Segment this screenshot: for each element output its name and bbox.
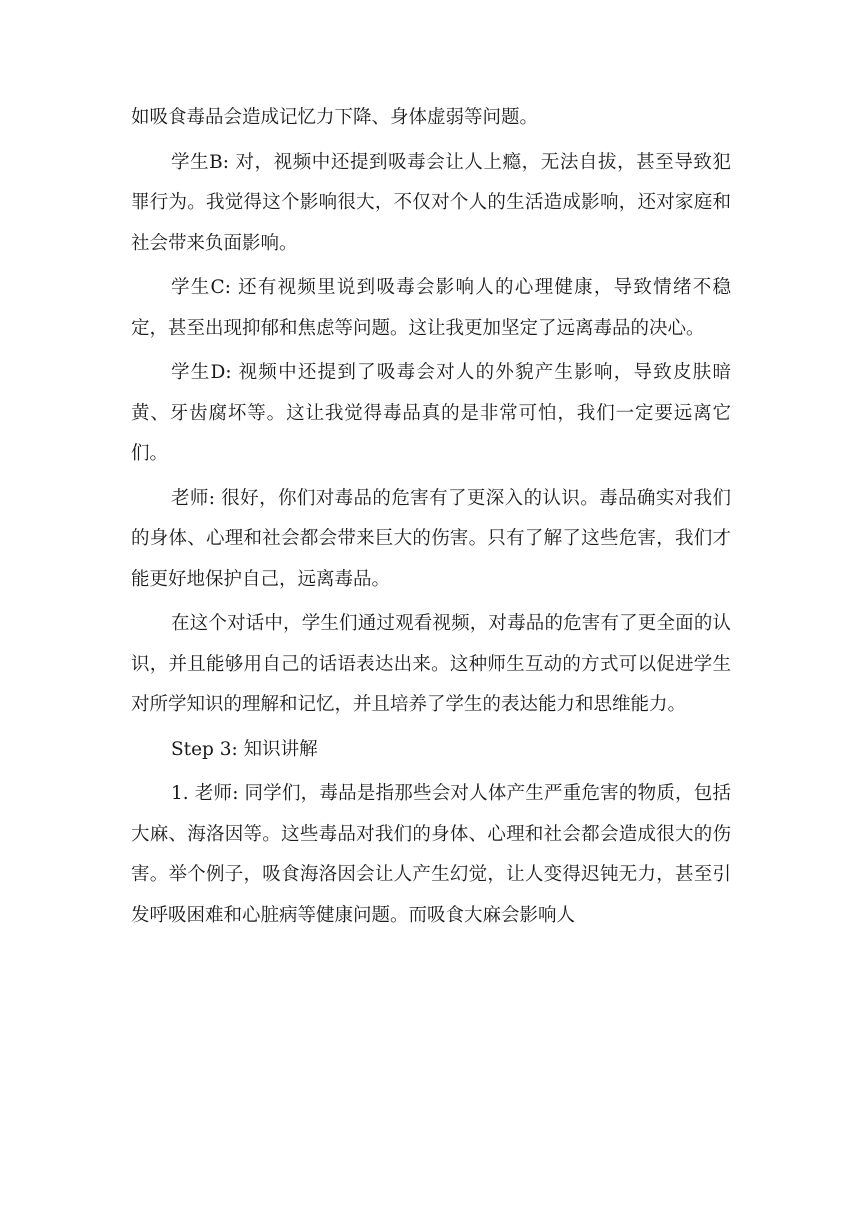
document-page (131, 98, 731, 940)
paragraph-summary: 在这个对话中，学生们通过观看视频，对毒品的危害有了更全面的认识，并且能够用自己的话语表达出来。这种师生互动的方式可以促进学生对所学知识的理解和记忆，并且培养了学生的表达能力和思维能力。 (131, 613, 731, 715)
paragraph-student-b: 学生B: 对，视频中还提到吸毒会让人上瘾，无法自拔，甚至导致犯罪行为。我觉得这个影响很大，不仅对个人的生活造成影响，还对家庭和社会带来负面影响。 (131, 151, 731, 254)
paragraph-student-d: 学生D: 视频中还提到了吸毒会对人的外貌产生影响，导致皮肤暗黄、牙齿腐坏等。这让我觉得毒品真的是非常可怕，我们一定要远离它们。 (131, 362, 731, 464)
paragraph-knowledge-1: 1. 老师: 同学们，毒品是指那些会对人体产生严重危害的物质，包括大麻、海洛因等。这些毒品对我们的身体、心理和社会都会造成很大的伤害。举个例子，吸食海洛因会让人产生幻觉，让人变得迟钝无力，甚至引发呼吸困难和心脏病等健康问题。而吸食大麻会影响人 (131, 783, 731, 926)
paragraph-student-c: 学生C: 还有视频里说到吸毒会影响人的心理健康，导致情绪不稳定，甚至出现抑郁和焦虑等问题。这让我更加坚定了远离毒品的决心。 (131, 277, 731, 339)
step-heading: Step 3: 知识讲解 (171, 738, 318, 760)
paragraph-continuation: 如吸食毒品会造成记忆力下降、身体虚弱等问题。 (131, 107, 539, 128)
paragraph-teacher: 老师: 很好，你们对毒品的危害有了更深入的认识。毒品确实对我们的身体、心理和社会都会带来巨大的伤害。只有了解了这些危害，我们才能更好地保护自己，远离毒品。 (131, 487, 731, 590)
